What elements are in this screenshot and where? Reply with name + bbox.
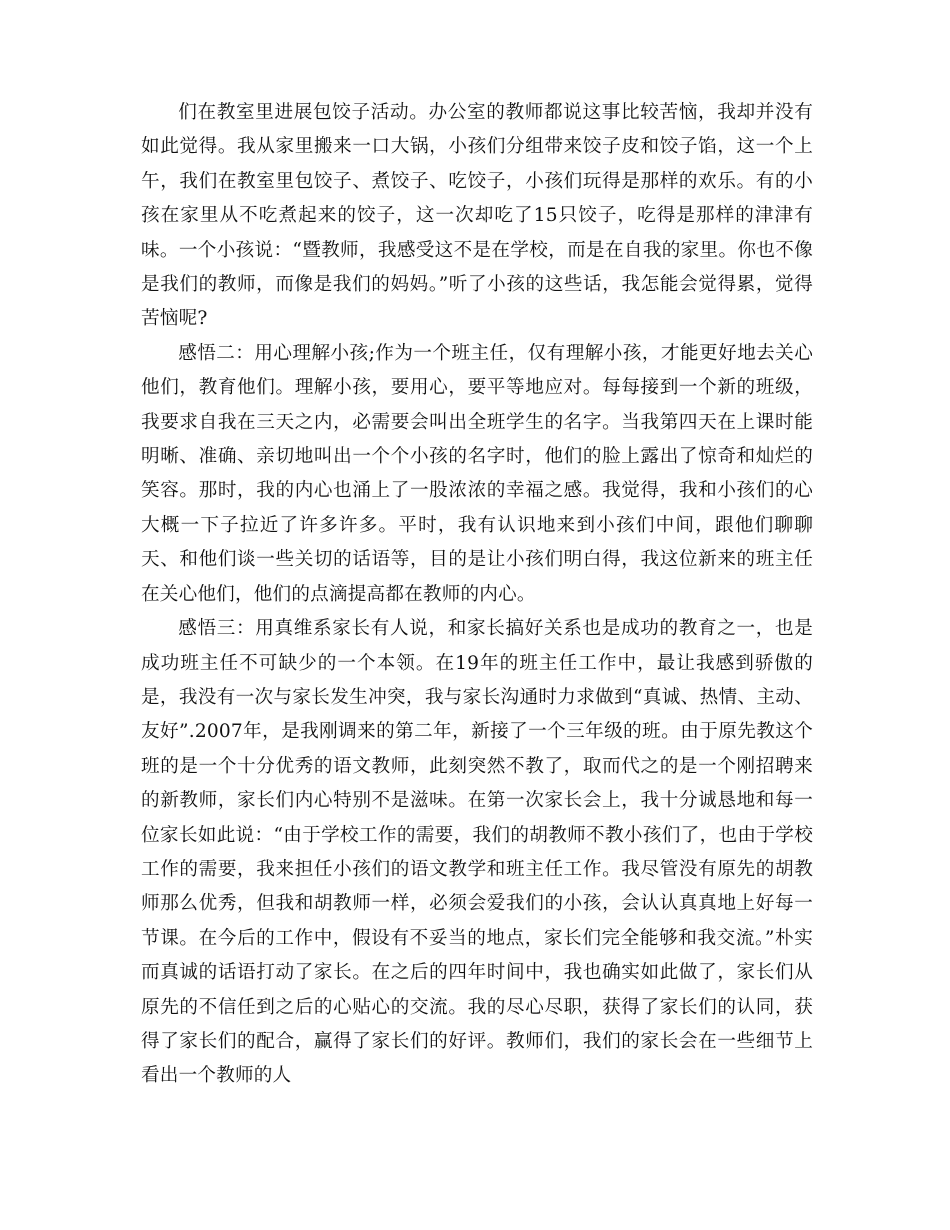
document-body [141,96,813,1094]
paragraph-insight-two: 感悟二：用心理解小孩;作为一个班主任，仅有理解小孩，才能更好地去关心他们，教育他们。理解小孩，要用心，要平等地应对。每每接到一个新的班级，我要求自我在三天之内，必需要会叫出全班学生的名字。当我第四天在上课时能明晰、准确、亲切地叫出一个个小孩的名字时，他们的脸上露出了惊奇和灿烂的笑容。那时，我的内心也涌上了一股浓浓的幸福之感。我觉得，我和小孩们的心大概一下子拉近了许多许多。平时，我有认识地来到小孩们中间，跟他们聊聊天、和他们谈一些关切的话语等，目的是让小孩们明白得，我这位新来的班主任在关心他们，他们的点滴提高都在教师的内心。 [141,342,813,605]
paragraph-dumpling-activity: 们在教室里进展包饺子活动。办公室的教师都说这事比较苦恼，我却并没有如此觉得。我从家里搬来一口大锅，小孩们分组带来饺子皮和饺子馅，这一个上午，我们在教室里包饺子、煮饺子、吃饺子，小孩们玩得是那样的欢乐。有的小孩在家里从不吃煮起来的饺子，这一次却吃了15只饺子，吃得是那样的津津有味。一个小孩说：“暨教师，我感受这不是在学校，而是在自我的家里。你也不像是我们的教师，而像是我们的妈妈。”听了小孩的这些话，我怎能会觉得累，觉得苦恼呢? [141,102,813,330]
paragraph-insight-three: 感悟三：用真维系家长有人说，和家长搞好关系也是成功的教育之一，也是成功班主任不可缺少的一个本领。在19年的班主任工作中，最让我感到骄傲的是，我没有一次与家长发生冲突，我与家长沟通时力求做到“真诚、热情、主动、友好”.2007年，是我刚调来的第二年，新接了一个三年级的班。由于原先教这个班的是一个十分优秀的语文教师，此刻突然不教了，取而代之的是一个刚招聘来的新教师，家长们内心特别不是滋味。在第一次家长会上，我十分诚恳地和每一位家长如此说：“由于学校工作的需要，我们的胡教师不教小孩们了，也由于学校工作的需要，我来担任小孩们的语文教学和班主任工作。我尽管没有原先的胡教师那么优秀，但我和胡教师一样，必须会爱我们的小孩，会认认真真地上好每一节课。在今后的工作中，假设有不妥当的地点，家长们完全能够和我交流。”朴实而真诚的话语打动了家长。在之后的四年时间中，我也确实如此做了，家长们从原先的不信任到之后的心贴心的交流。我的尽心尽职，获得了家长们的认同，获得了家长们的配合，赢得了家长们的好评。教师们，我们的家长会在一些细节上看出一个教师的人 [141,618,813,1087]
